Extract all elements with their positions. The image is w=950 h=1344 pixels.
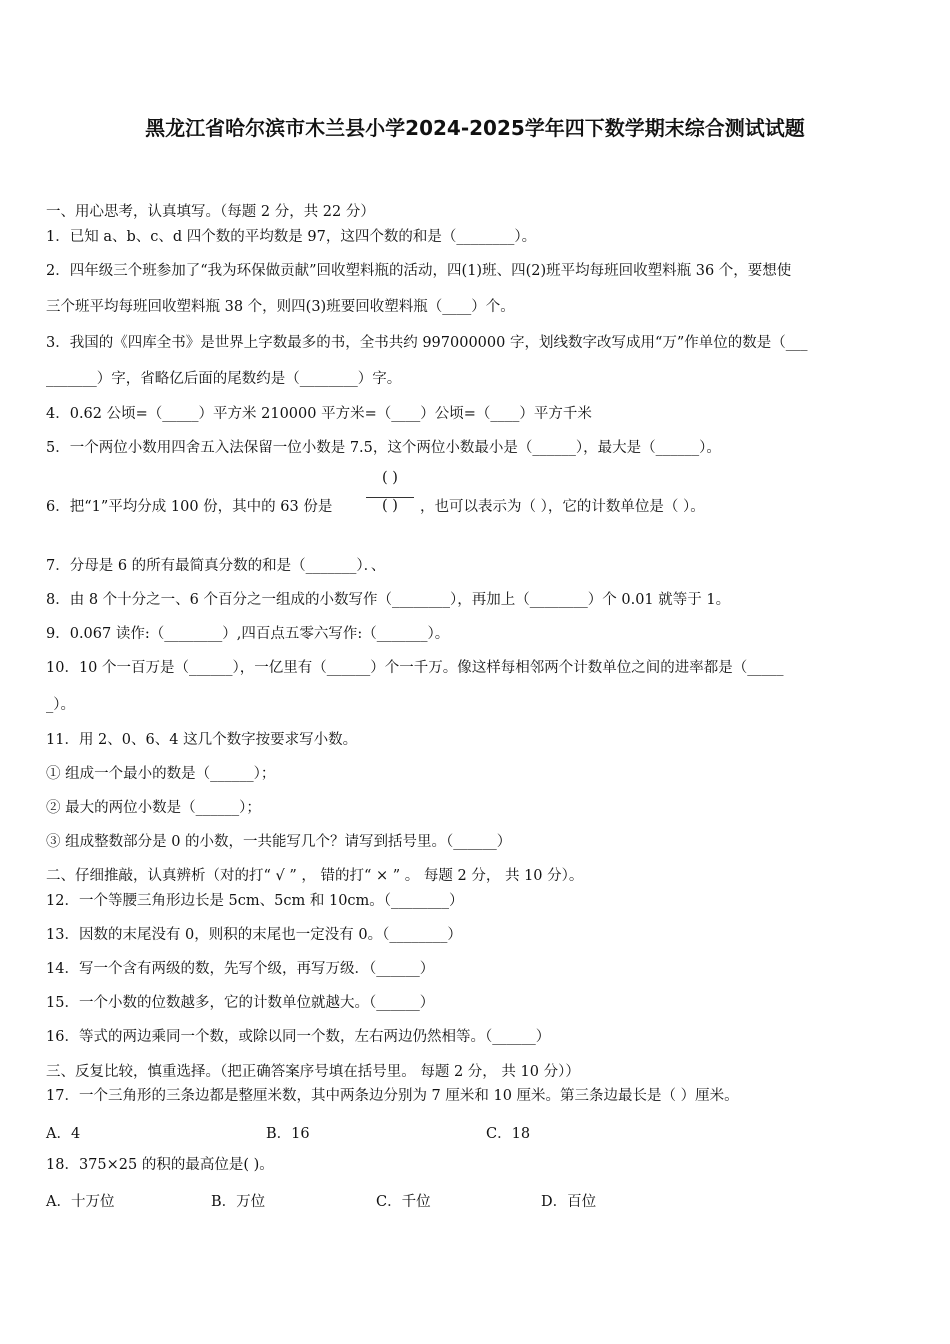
q18-option-c: C．千位 <box>376 1194 431 1210</box>
page-title: 黑龙江省哈尔滨市木兰县小学2024-2025学年四下数学期末综合测试试题 <box>145 116 805 140</box>
question-10-line-2: _）。 <box>46 697 75 713</box>
question-8: 8．由 8 个十分之一、6 个百分之一组成的小数写作（________），再加上（________）个 0.01 就等于 1。 <box>46 592 731 608</box>
fraction-denominator: ( ) <box>382 498 398 514</box>
question-1: 1．已知 a、b、c、d 四个数的平均数是 97，这四个数的和是（________）。 <box>46 229 537 245</box>
question-6-part-1: 6．把“1”平均分成 100 份，其中的 63 份是 <box>46 499 333 515</box>
question-3-line-1: 3．我国的《四库全书》是世界上字数最多的书，全书共约 997000000 字，划线数字改写成用“万”作单位的数是（___ <box>46 335 808 351</box>
question-11-sub-2: ② 最大的两位小数是（______）； <box>46 800 261 816</box>
question-11: 11．用 2、0、6、4 这几个数字按要求写小数。 <box>46 732 358 748</box>
question-10-line-1: 10．10 个一百万是（______），一亿里有（______）个一千万。像这样每相邻两个计数单位之间的进率都是（_____ <box>46 660 784 676</box>
q18-option-b: B．万位 <box>211 1194 266 1210</box>
question-9: 9．0.067 读作:（________）,四百点五零六写作:（_______）。 <box>46 626 450 642</box>
question-4: 4．0.62 公顷=（_____）平方米 210000 平方米=（____）公顷=（____）平方千米 <box>46 406 592 422</box>
question-18: 18．375×25 的积的最高位是( )。 <box>46 1157 274 1173</box>
q17-option-c: C．18 <box>486 1126 531 1142</box>
question-16: 16．等式的两边乘同一个数，或除以同一个数，左右两边仍然相等。（______） <box>46 1029 551 1045</box>
question-3-line-2: _______）字，省略亿后面的尾数约是（________）字。 <box>46 371 402 387</box>
q18-option-d: D．百位 <box>541 1194 597 1210</box>
question-13: 13．因数的末尾没有 0，则积的末尾也一定没有 0。（________） <box>46 927 462 943</box>
q17-option-b: B．16 <box>266 1126 310 1142</box>
question-6-part-2: ，也可以表示为（ ），它的计数单位是（ ）。 <box>420 499 705 515</box>
section-3-heading: 三、反复比较，慎重选择。（把正确答案序号填在括号里。 每题 2 分， 共 10 分）） <box>46 1064 580 1080</box>
question-15: 15．一个小数的位数越多，它的计数单位就越大。（______） <box>46 995 435 1011</box>
question-2-line-2: 三个班平均每班回收塑料瓶 38 个，则四(3)班要回收塑料瓶（____）个。 <box>46 299 515 315</box>
question-14: 14．写一个含有两级的数，先写个级，再写万级．（______） <box>46 961 435 977</box>
question-5: 5．一个两位小数用四舍五入法保留一位小数是 7.5，这个两位小数最小是（______），最大是（______）。 <box>46 440 721 456</box>
question-11-sub-1: ① 组成一个最小的数是（______）； <box>46 766 276 782</box>
section-2-heading: 二、仔细推敲，认真辨析（对的打“ √ ” ， 错的打“ × ” 。 每题 2 分， 共 10 分）。 <box>46 868 584 884</box>
question-2-line-1: 2．四年级三个班参加了“我为环保做贡献”回收塑料瓶的活动，四(1)班、四(2)班平均每班回收塑料瓶 36 个，要想使 <box>46 263 792 279</box>
q18-option-a: A．十万位 <box>46 1194 115 1210</box>
question-12: 12．一个等腰三角形边长是 5cm、5cm 和 10cm。（________） <box>46 893 464 909</box>
fraction-numerator: ( ) <box>382 470 398 486</box>
question-17: 17．一个三角形的三条边都是整厘米数，其中两条边分别为 7 厘米和 10 厘米。第三条边最长是（ ）厘米。 <box>46 1088 739 1104</box>
q17-option-a: A．4 <box>46 1126 81 1142</box>
section-1-heading: 一、用心思考，认真填写。（每题 2 分，共 22 分） <box>46 204 375 220</box>
question-7: 7．分母是 6 的所有最简真分数的和是（_______）．、 <box>46 558 386 574</box>
question-11-sub-3: ③ 组成整数部分是 0 的小数，一共能写几个？请写到括号里。（______） <box>46 834 512 850</box>
